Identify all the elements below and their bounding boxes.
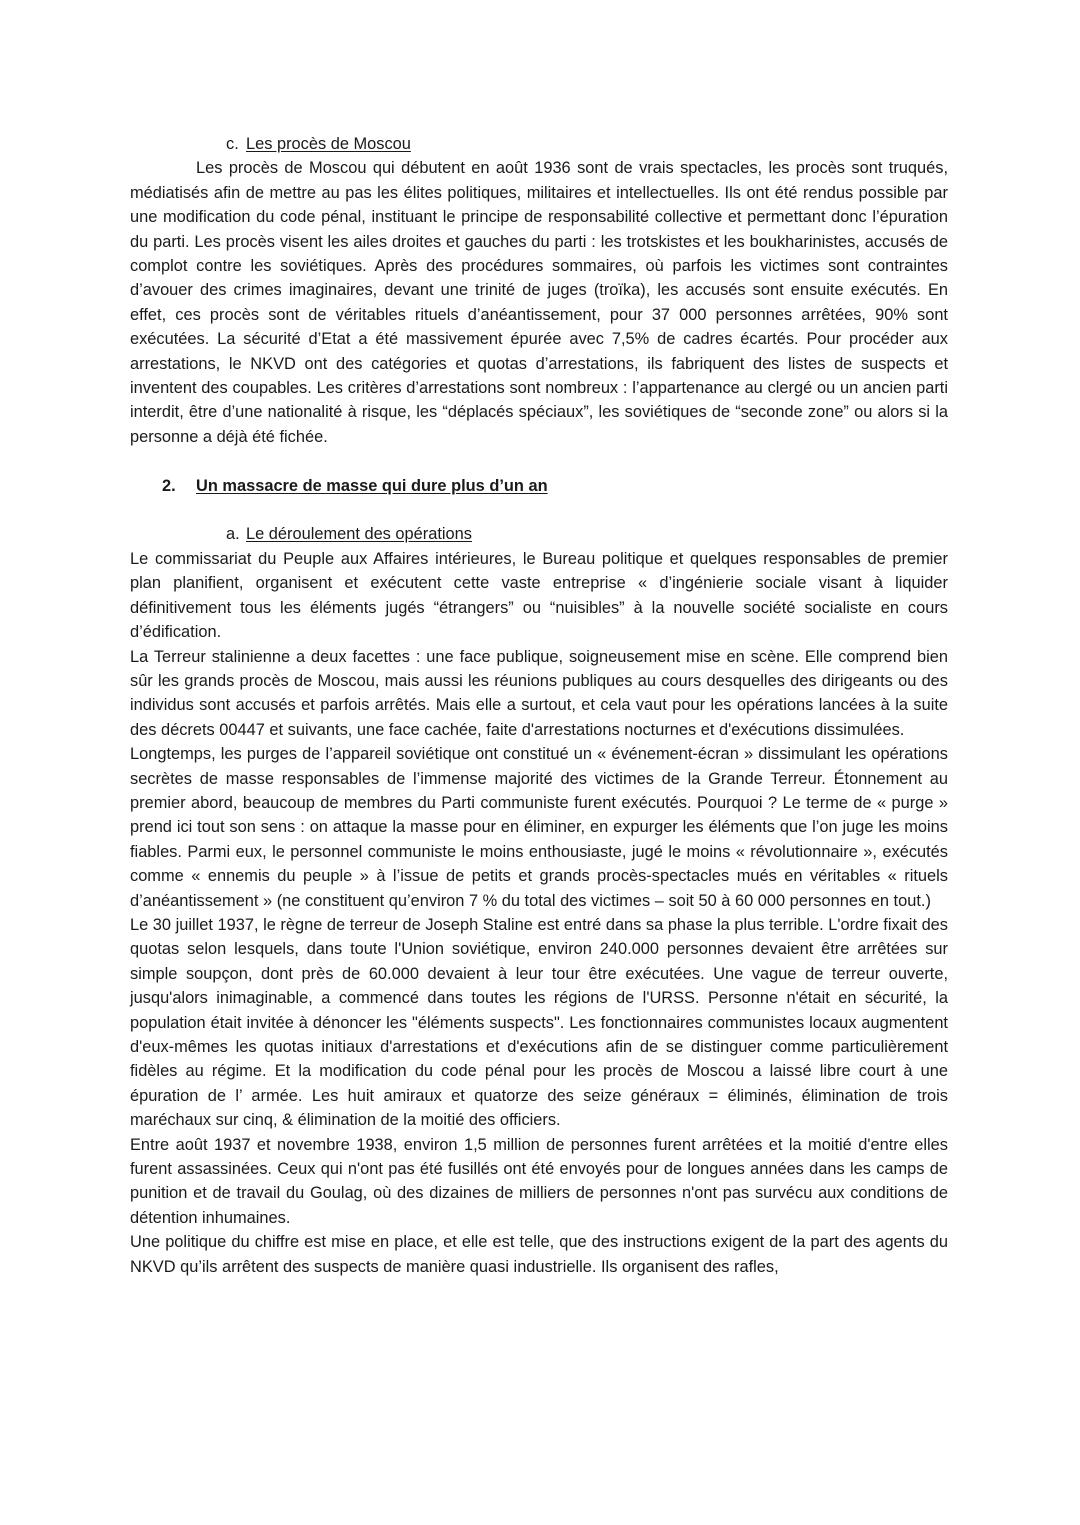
section-a-paragraph-1: Le commissariat du Peuple aux Affaires intérieures, le Bureau politique et quelques responsables de premier plan planifient, organisent et exécutent cette vaste entreprise « d’ingénierie sociale visant à liquider définitivement tous les éléments jugés “étrangers” ou “nuisibles” à la nouvelle société socialiste en cours d’édification. bbox=[130, 549, 948, 642]
section-a-heading bbox=[130, 522, 948, 546]
section-2-title: Un massacre de masse qui dure plus d’un an bbox=[196, 476, 548, 495]
document-page bbox=[130, 132, 948, 1279]
section-c-heading bbox=[130, 132, 948, 156]
section-spacer bbox=[130, 498, 948, 522]
section-a-paragraph-4: Le 30 juillet 1937, le règne de terreur de Joseph Staline est entré dans sa phase la plus terrible. L'ordre fixait des quotas selon lesquels, dans toute l'Union soviétique, environ 240.000 personnes devaient être arrêtées sur simple soupçon, dont près de 60.000 devaient à leur tour être exécutées. Une vague de terreur ouverte, jusqu'alors inimaginable, a commencé dans toutes les régions de l'URSS. Personne n'était en sécurité, la population était invitée à dénoncer les "éléments suspects". Les fonctionnaires communistes locaux augmentent d'eux-mêmes les quotas initiaux d'arrestations et d'exécutions afin de se distinguer comme particulièrement fidèles au régime. Et la modification du code pénal pour les procès de Moscou a laissé libre court à une épuration de l’ armée. Les huit amiraux et quatorze des seize généraux = éliminés, élimination de trois maréchaux sur cinq, & élimination de la moitié des officiers. bbox=[130, 915, 948, 1130]
section-a-paragraph-5: Entre août 1937 et novembre 1938, environ 1,5 million de personnes furent arrêtées et la moitié d'entre elles furent assassinées. Ceux qui n'ont pas été fusillés ont été envoyés pour de longues années dans les camps de punition et de travail du Goulag, où des dizaines de milliers de personnes n'ont pas survécu aux conditions de détention inhumaines. bbox=[130, 1135, 948, 1227]
section-a-marker: a. bbox=[226, 525, 240, 544]
section-c-marker: c. bbox=[226, 135, 239, 153]
section-a-paragraph-2: La Terreur stalinienne a deux facettes : une face publique, soigneusement mise en scène. Elle comprend bien sûr les grands procès de Moscou, mais aussi les réunions publiques au cours desquelles des dirigeants ou des individus sont accusés et parfois arrêtés. Mais elle a surtout, et cela vaut pour les opérations lancées à la suite des décrets 00447 et suivants, une face cachée, faite d'arrestations nocturnes et d'exécutions dissimulées. bbox=[130, 647, 948, 739]
section-c-title: Les procès de Moscou bbox=[246, 135, 411, 153]
section-a-paragraph-3: Longtemps, les purges de l’appareil soviétique ont constitué un « événement-écran » dissimulant les opérations secrètes de masse responsables de l’immense majorité des victimes de la Grande Terreur. Étonnement au premier abord, beaucoup de membres du Parti communiste furent exécutés. Pourquoi ? Le terme de « purge » prend ici tout son sens : on attaque la masse pour en éliminer, en expurger les éléments que l’on juge les moins fiables. Parmi eux, le personnel communiste le moins enthousiaste, jugé le moins « révolutionnaire », exécutés comme « ennemis du peuple » à l’issue de petits et grands procès-spectacles mués en véritables « rituels d’anéantissement » (ne constituent qu’environ 7 % du total des victimes – soit 50 à 60 000 personnes en tout.) bbox=[130, 745, 948, 910]
section-c-paragraph: Les procès de Moscou qui débutent en août 1936 sont de vrais spectacles, les procès sont truqués, médiatisés afin de mettre au pas les élites politiques, militaires et intellectuelles. Ils ont été rendus possible par une modification du code pénal, instituant le principe de responsabilité collective et permettant donc l’épuration du parti. Les procès visent les ailes droites et gauches du parti : les trotskistes et les boukharinistes, accusés de complot contre les soviétiques. Après des procédures sommaires, où parfois les victimes sont contraintes d’avouer des crimes imaginaires, devant une trinité de juges (troïka), les accusés sont ensuite exécutés. En effet, ces procès sont de véritables rituels d’anéantissement, pour 37 000 personnes arrêtées, 90% sont exécutées. La sécurité d’Etat a été massivement épurée avec 7,5% de cadres écartés. Pour procéder aux arrestations, le NKVD ont des catégories et quotas d’arrestations, ils fabriquent des listes de suspects et inventent des coupables. Les critères d’arrestations sont nombreux : l’appartenance au clergé ou un ancien parti interdit, être d’une nationalité à risque, les “déplacés spéciaux”, les soviétiques de “seconde zone” ou alors si la personne a déjà été fichée. bbox=[130, 159, 948, 446]
section-spacer bbox=[130, 449, 948, 473]
section-a-title: Le déroulement des opérations bbox=[246, 525, 472, 544]
section-a-paragraph-6: Une politique du chiffre est mise en place, et elle est telle, que des instructions exigent de la part des agents du NKVD qu’ils arrêtent des suspects de manière quasi industrielle. Ils organisent des rafles, bbox=[130, 1233, 948, 1276]
section-2-heading bbox=[130, 474, 948, 498]
section-2-marker: 2. bbox=[162, 476, 176, 495]
